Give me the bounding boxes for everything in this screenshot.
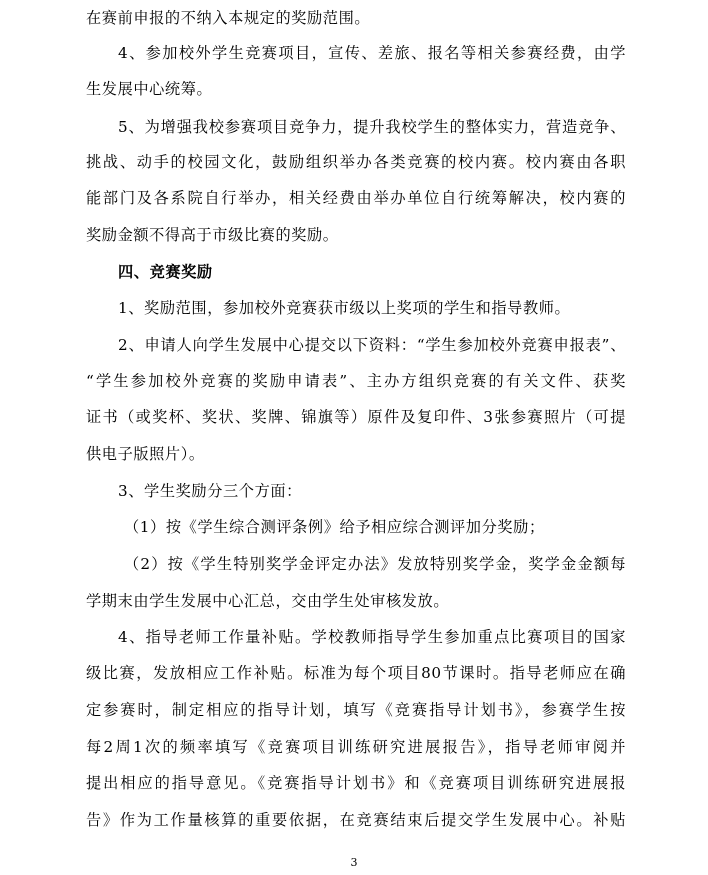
text-line: 2、申请人向学生发展中心提交以下资料：“学生参加校外竞赛申报表”、 — [118, 336, 626, 354]
text-line: 4、参加校外学生竞赛项目，宣传、差旅、报名等相关参赛经费，由学 — [118, 44, 626, 62]
text-line: “学生参加校外竞赛的奖励申请表”、主办方组织竞赛的有关文件、获奖 — [86, 372, 626, 390]
text-line: 在赛前申报的不纳入本规定的奖励范围。 — [86, 9, 371, 27]
text-line: 每2周1次的频率填写《竞赛项目训练研究进展报告》，指导老师审阅并 — [86, 738, 626, 756]
text-line: 1、奖励范围，参加校外竞赛获市级以上奖项的学生和指导教师。 — [118, 299, 571, 317]
text-line: 告》作为工作量核算的重要依据，在竞赛结束后提交学生发展中心。补贴 — [86, 811, 626, 829]
text-line: （2）按《学生特别奖学金评定办法》发放特别奖学金，奖学金金额每 — [124, 555, 626, 573]
section-heading: 四、竞赛奖励 — [118, 263, 213, 281]
text-line: 定参赛时，制定相应的指导计划，填写《竞赛指导计划书》，参赛学生按 — [86, 701, 626, 719]
text-line: 3、学生奖励分三个方面： — [118, 482, 302, 500]
text-line: 生发展中心统筹。 — [86, 80, 213, 98]
text-line: 奖励金额不得高于市级比赛的奖励。 — [86, 226, 339, 244]
text-line: （1）按《学生综合测评条例》给予相应综合测评加分奖励； — [124, 518, 545, 536]
page-number: 3 — [350, 856, 358, 869]
text-line: 挑战、动手的校园文化，鼓励组织举办各类竞赛的校内赛。校内赛由各职 — [86, 153, 626, 171]
text-line: 能部门及各系院自行举办，相关经费由举办单位自行统筹解决，校内赛的 — [86, 189, 626, 207]
text-line: 证书（或奖杯、奖状、奖牌、锦旗等）原件及复印件、3张参赛照片（可提 — [86, 408, 626, 426]
text-line: 4、指导老师工作量补贴。学校教师指导学生参加重点比赛项目的国家 — [118, 628, 626, 646]
text-line: 供电子版照片）。 — [86, 445, 205, 463]
text-line: 提出相应的指导意见。《竞赛指导计划书》和《竞赛项目训练研究进展报 — [86, 774, 626, 792]
text-line: 级比赛，发放相应工作补贴。标准为每个项目80节课时。指导老师应在确 — [86, 664, 626, 682]
text-line: 5、为增强我校参赛项目竞争力，提升我校学生的整体实力，营造竞争、 — [118, 118, 626, 136]
text-line: 学期末由学生发展中心汇总，交由学生处审核发放。 — [86, 592, 450, 610]
